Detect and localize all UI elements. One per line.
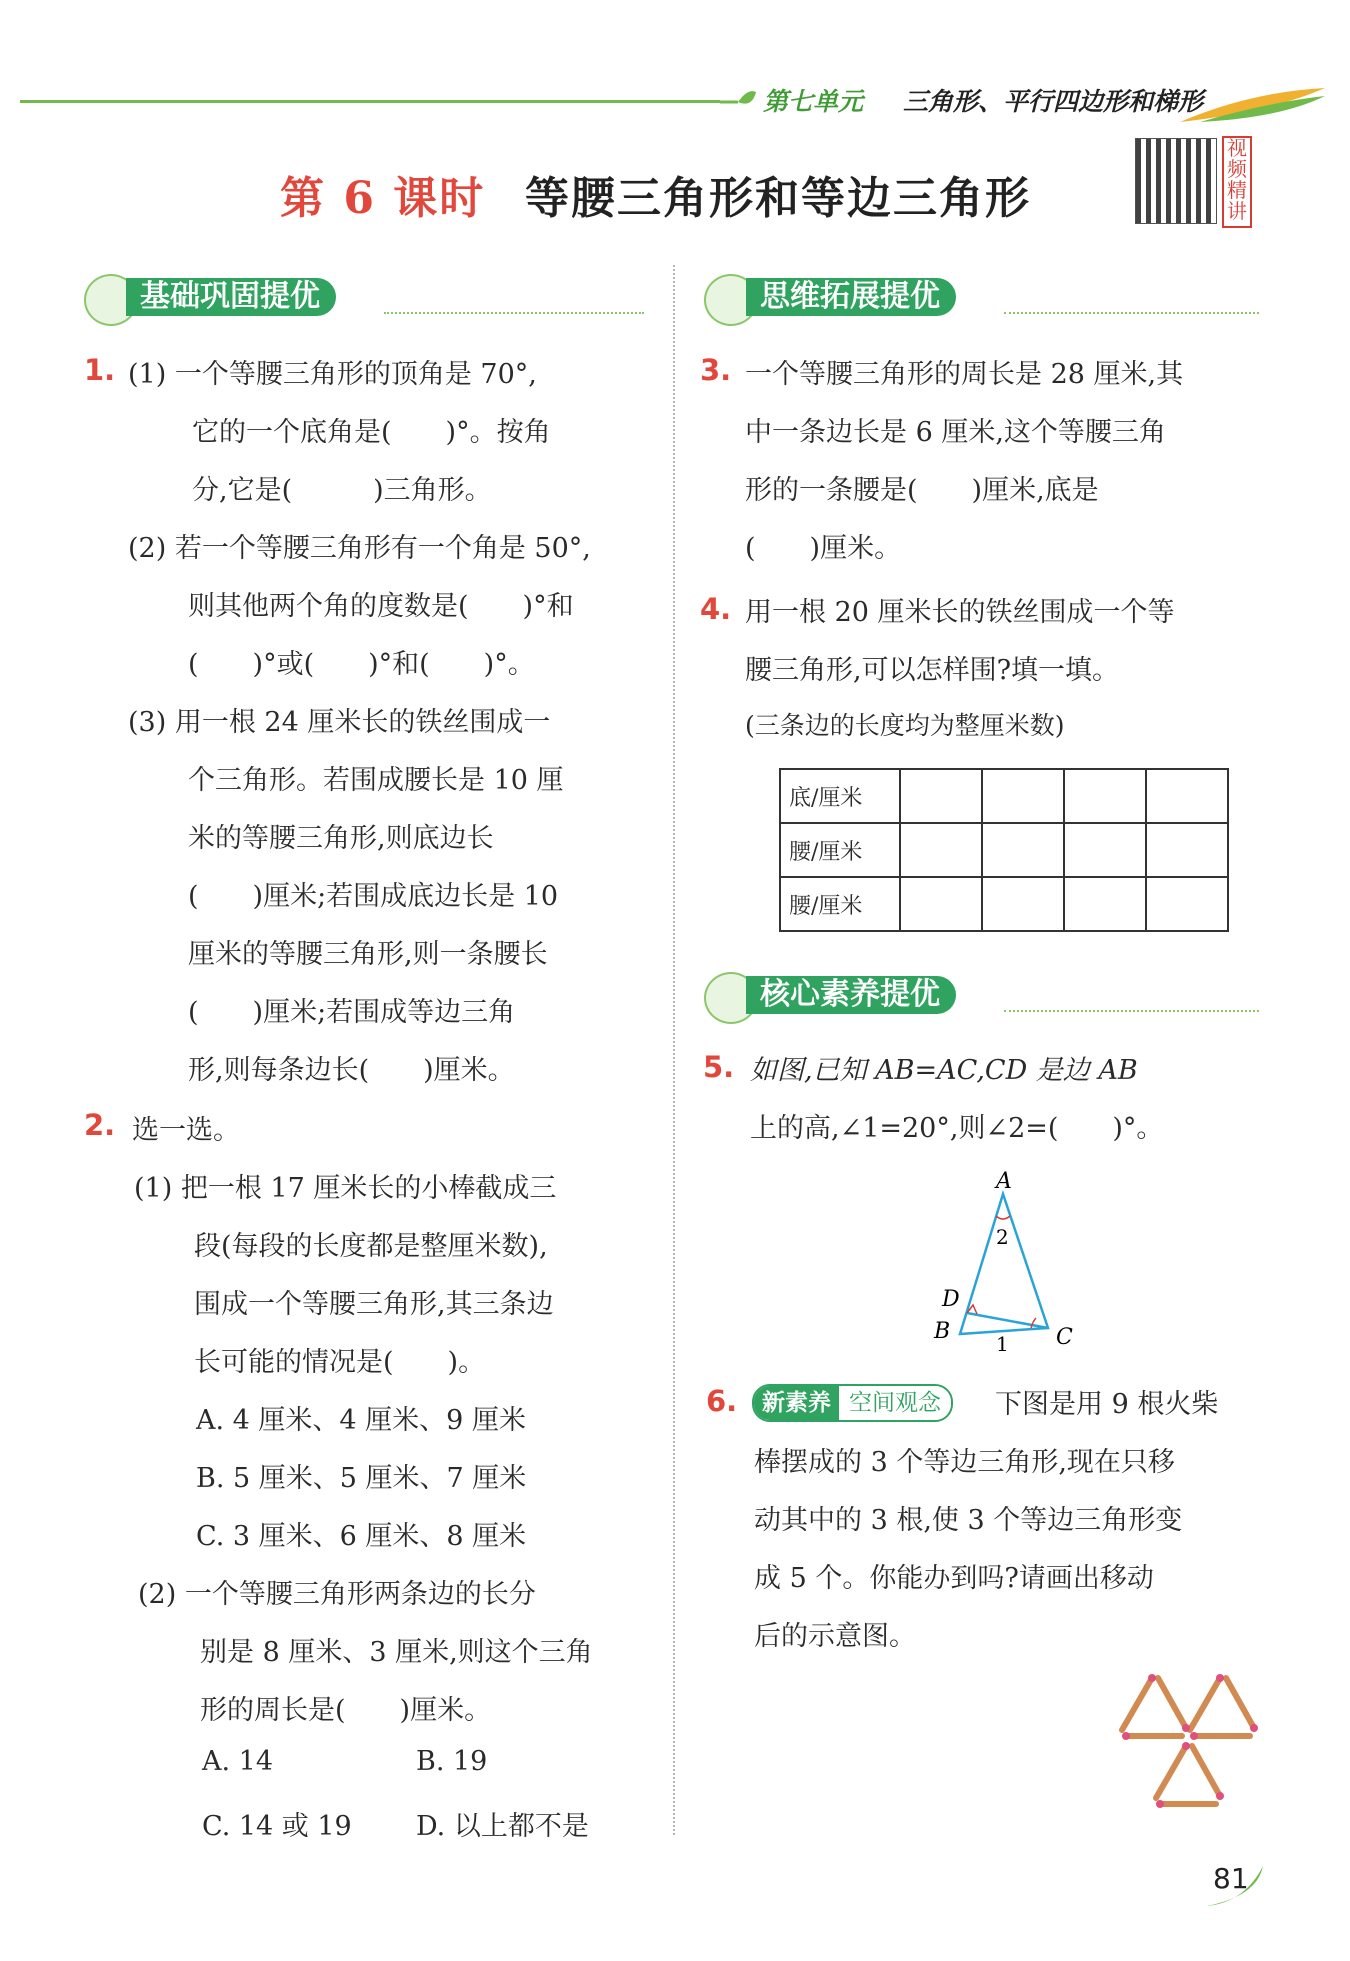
q3-line: 一个等腰三角形的周长是 28 厘米,其 [745, 359, 1184, 390]
table-row [780, 823, 1228, 877]
option-a[interactable]: A. 14 [202, 1746, 274, 1777]
answer-cell[interactable] [900, 769, 982, 823]
q2-2-line: 别是 8 厘米、3 厘米,则这个三角 [200, 1637, 593, 1668]
column-divider [673, 265, 675, 1835]
page-title: 等腰三角形和等边三角形 [525, 173, 1031, 224]
option-b[interactable]: B. 19 [416, 1746, 488, 1777]
option-c[interactable]: C. 3 厘米、6 厘米、8 厘米 [196, 1521, 527, 1552]
swoosh-icon [1180, 82, 1330, 126]
label-a: A [996, 1169, 1012, 1194]
question-number: 6. [706, 1384, 738, 1418]
q2-1-line: 长可能的情况是( )。 [194, 1347, 486, 1378]
answer-cell[interactable] [900, 877, 982, 931]
q1-3-line: 米的等腰三角形,则底边长 [188, 823, 494, 854]
section-thinking [704, 274, 1259, 318]
q1-2-line: (2) 若一个等腰三角形有一个角是 50°, [128, 533, 591, 564]
row-header: 腰/厘米 [780, 877, 900, 931]
q5-line: 如图,已知 AB=AC,CD 是边 AB [750, 1055, 1138, 1086]
q1-3-line: (3) 用一根 24 厘米长的铁丝围成一 [128, 707, 551, 738]
q6-line: 后的示意图。 [754, 1621, 916, 1652]
q6-line: 棒摆成的 3 个等边三角形,现在只移 [754, 1447, 1175, 1478]
answer-cell[interactable] [982, 769, 1064, 823]
q2-1-line: 段(每段的长度都是整厘米数), [194, 1231, 548, 1262]
answer-cell[interactable] [1146, 877, 1228, 931]
option-d[interactable]: D. 以上都不是 [416, 1811, 589, 1842]
q5-line: 上的高,∠1=20°,则∠2=( )°。 [750, 1113, 1164, 1144]
option-a[interactable]: A. 4 厘米、4 厘米、9 厘米 [196, 1405, 526, 1436]
unit-topic: 三角形、平行四边形和梯形 [903, 87, 1204, 116]
matchstick-triangles [1108, 1666, 1268, 1816]
section-title: 思维拓展提优 [746, 278, 956, 316]
answer-cell[interactable] [1064, 769, 1146, 823]
dotted-rule [1004, 1010, 1259, 1012]
q1-3-line: ( )厘米;若围成等边三角 [188, 997, 516, 1028]
section-core [704, 972, 1259, 1016]
q4-note: (三条边的长度均为整厘米数) [745, 711, 1065, 740]
badge-new: 新素养 [754, 1386, 839, 1420]
page-number: 81 [1213, 1862, 1249, 1895]
table-row [780, 877, 1228, 931]
table-row [780, 769, 1228, 823]
q3-line: 中一条边长是 6 厘米,这个等腰三角 [745, 417, 1166, 448]
answer-table [779, 768, 1229, 932]
answer-cell[interactable] [1146, 823, 1228, 877]
dotted-rule [384, 312, 644, 314]
q1-1-line: 分,它是( )三角形。 [192, 475, 492, 506]
q2-1-line: (1) 把一根 17 厘米长的小棒截成三 [134, 1173, 557, 1204]
leaf-icon [718, 86, 758, 116]
q4-line: 用一根 20 厘米长的铁丝围成一个等 [745, 597, 1175, 628]
literacy-badge [752, 1384, 953, 1422]
q4-line: 腰三角形,可以怎样围?填一填。 [745, 655, 1120, 686]
dotted-rule [1004, 312, 1259, 314]
question-number: 5. [703, 1050, 735, 1084]
answer-cell[interactable] [900, 823, 982, 877]
video-tag: 视频精讲 [1222, 136, 1252, 228]
label-angle-1: 1 [996, 1332, 1009, 1356]
question-number: 3. [700, 353, 732, 387]
q1-1-line: 它的一个底角是( )°。按角 [192, 417, 551, 448]
section-title: 基础巩固提优 [126, 278, 336, 316]
q3-line: 形的一条腰是( )厘米,底是 [745, 475, 1099, 506]
question-number: 2. [84, 1108, 116, 1142]
q1-3-line: 厘米的等腰三角形,则一条腰长 [188, 939, 548, 970]
option-b[interactable]: B. 5 厘米、5 厘米、7 厘米 [196, 1463, 527, 1494]
lesson-number: 第 6 课时 [280, 173, 486, 224]
row-header: 腰/厘米 [780, 823, 900, 877]
qr-code[interactable] [1135, 138, 1217, 224]
q2-2-line: 形的周长是( )厘米。 [200, 1695, 492, 1726]
answer-cell[interactable] [1064, 877, 1146, 931]
row-header: 底/厘米 [780, 769, 900, 823]
q1-3-line: ( )厘米;若围成底边长是 10 [188, 881, 559, 912]
triangle-figure [930, 1166, 1090, 1356]
q2-2-line: (2) 一个等腰三角形两条边的长分 [138, 1579, 536, 1610]
section-basic [84, 274, 644, 318]
answer-cell[interactable] [982, 823, 1064, 877]
label-angle-2: 2 [996, 1225, 1009, 1249]
q6-line: 成 5 个。你能办到吗?请画出移动 [754, 1563, 1154, 1594]
question-number: 4. [700, 592, 732, 626]
unit-label: 第七单元 [763, 87, 864, 116]
question-number: 1. [84, 353, 116, 387]
q6-line: 下图是用 9 根火柴 [995, 1389, 1219, 1420]
label-b: B [934, 1319, 951, 1344]
q2-1-line: 围成一个等腰三角形,其三条边 [194, 1289, 554, 1320]
q1-2-line: 则其他两个角的度数是( )°和 [188, 591, 574, 622]
q1-3-line: 个三角形。若围成腰长是 10 厘 [188, 765, 564, 796]
q1-3-line: 形,则每条边长( )厘米。 [188, 1055, 515, 1086]
corner-swoosh-icon [1205, 1862, 1275, 1912]
header-rule [20, 100, 720, 103]
q1-1-line: (1) 一个等腰三角形的顶角是 70°, [128, 359, 537, 390]
q2-title: 选一选。 [132, 1115, 240, 1146]
label-d: D [942, 1287, 960, 1312]
section-title: 核心素养提优 [746, 976, 956, 1014]
q3-line: ( )厘米。 [745, 533, 902, 564]
q1-2-line: ( )°或( )°和( )°。 [188, 649, 535, 680]
option-c[interactable]: C. 14 或 19 [202, 1811, 352, 1842]
badge-spatial: 空间观念 [839, 1386, 951, 1420]
answer-cell[interactable] [982, 877, 1064, 931]
answer-cell[interactable] [1064, 823, 1146, 877]
q6-line: 动其中的 3 根,使 3 个等边三角形变 [754, 1505, 1183, 1536]
label-c: C [1056, 1325, 1073, 1350]
answer-cell[interactable] [1146, 769, 1228, 823]
